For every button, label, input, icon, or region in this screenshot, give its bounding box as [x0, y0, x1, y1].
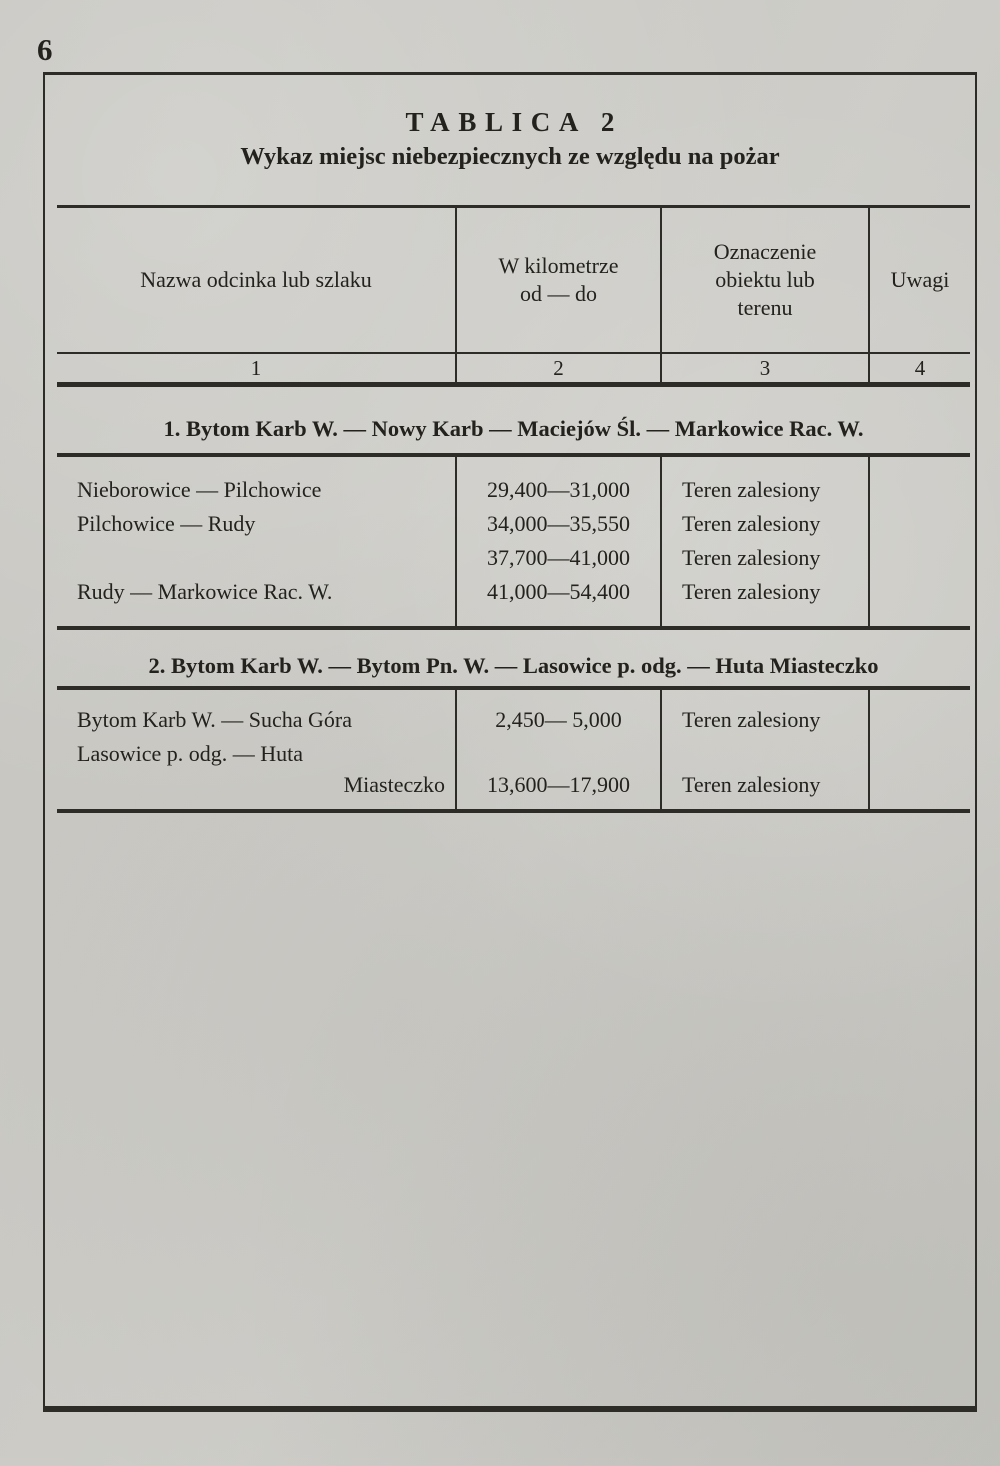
- section-2-column-designation: [662, 690, 870, 809]
- table-cell: 41,000—54,400: [487, 579, 630, 604]
- column-number-4: 4: [870, 352, 970, 382]
- table-cell: 34,000—35,550: [487, 511, 630, 536]
- table-cell: Pilchowice — Rudy: [77, 511, 256, 536]
- section-1-column-remarks: [870, 457, 970, 626]
- table-cell: 29,400—31,000: [487, 477, 630, 502]
- table-cell: 37,700—41,000: [487, 545, 630, 570]
- page-number: 6: [37, 32, 53, 67]
- table-cell: [682, 738, 868, 770]
- section-2-heading: 2. Bytom Karb W. — Bytom Pn. W. — Lasowice p. odg. — Huta Miasteczko: [57, 630, 970, 690]
- table-cell: 2,450— 5,000: [495, 707, 622, 732]
- column-header-line: obiektu lub: [715, 267, 815, 292]
- column-header-designation: [662, 208, 870, 352]
- table-title: TABLICA 2: [405, 107, 624, 137]
- column-header-line: od — do: [520, 281, 597, 306]
- column-header-remarks: [870, 208, 970, 352]
- table-cell: Teren zalesiony: [682, 511, 821, 536]
- table-cell: Teren zalesiony: [682, 579, 821, 604]
- section-1-body: [57, 457, 970, 630]
- table-cell: Nieborowice — Pilchowice: [77, 477, 322, 502]
- table-cell: Miasteczko: [343, 772, 445, 797]
- page-frame: [43, 72, 977, 1412]
- column-header-name: [57, 208, 457, 352]
- table-cell: Lasowice p. odg. — Huta: [77, 741, 304, 766]
- table-cell: [77, 541, 455, 575]
- section-2-column-remarks: [870, 690, 970, 809]
- table-cell: [457, 738, 660, 770]
- section-2-body: [57, 690, 970, 813]
- table-header: [57, 205, 970, 387]
- table-subtitle: Wykaz miejsc niebezpiecznych ze względu na pożar: [240, 143, 780, 170]
- section-1-column-kilometers: [457, 457, 662, 626]
- column-number-2: 2: [457, 352, 662, 382]
- table-cell: Rudy — Markowice Rac. W.: [77, 579, 333, 604]
- section-2-column-kilometers: [457, 690, 662, 809]
- column-header-line: Uwagi: [890, 267, 950, 292]
- section-1-heading: 1. Bytom Karb W. — Nowy Karb — Maciejów Śl. — Markowice Rac. W.: [57, 387, 970, 457]
- column-header-kilometers: [457, 208, 662, 352]
- table-cell: Teren zalesiony: [682, 772, 821, 797]
- column-header-line: Oznaczenie: [713, 239, 817, 264]
- table-cell: Teren zalesiony: [682, 707, 821, 732]
- column-header-line: W kilometrze: [498, 253, 619, 278]
- table-cell: Bytom Karb W. — Sucha Góra: [77, 707, 352, 732]
- section-1-column-names: [57, 457, 457, 626]
- column-header-line: Nazwa odcinka lub szlaku: [140, 267, 372, 292]
- table-cell: Teren zalesiony: [682, 477, 821, 502]
- section-2-column-names: [57, 690, 457, 809]
- section-1-column-designation: [662, 457, 870, 626]
- column-number-3: 3: [662, 352, 870, 382]
- table-cell: Teren zalesiony: [682, 545, 821, 570]
- column-number-1: 1: [57, 352, 457, 382]
- table-cell: 13,600—17,900: [487, 772, 630, 797]
- danger-places-table: [57, 205, 970, 813]
- column-header-line: terenu: [737, 295, 793, 320]
